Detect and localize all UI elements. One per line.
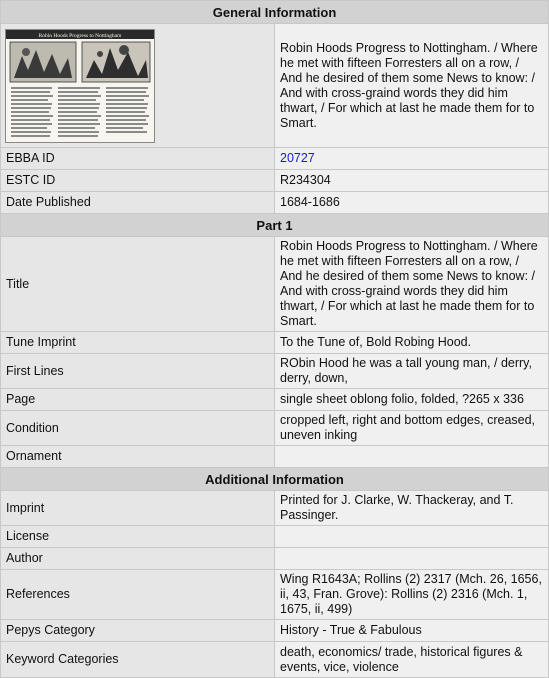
date-published-label: Date Published [1,192,275,214]
ebba-id-cell [275,148,549,170]
license-value [275,526,549,548]
ballad-woodcut-picture [6,30,154,142]
keyword-categories-value: death, economics/ trade, historical figures & events, vice, violence [275,642,549,678]
general-description: Robin Hoods Progress to Nottingham. / Where he met with fifteen Forresters all on a row, / And he desired of them some News to know: / And with cross-graind words they did him thwart, / For which at last he made them for to Smart. [275,24,549,148]
page-label: Page [1,389,275,411]
keyword-categories-label: Keyword Categories [1,642,275,678]
tune-imprint-label: Tune Imprint [1,332,275,354]
pepys-category-label: Pepys Category [1,620,275,642]
page-value: single sheet oblong folio, folded, ?265 x 336 [275,389,549,411]
ebba-id-link[interactable]: 20727 [280,151,315,165]
references-label: References [1,570,275,620]
author-value [275,548,549,570]
estc-id-value: R234304 [275,170,549,192]
ornament-value [275,446,549,468]
ornament-label: Ornament [1,446,275,468]
title-value: Robin Hoods Progress to Nottingham. / Where he met with fifteen Forresters all on a row, / And he desired of them some News to know: / And with cross-graind words they did him thwart, / For which at last he made them for to Smart. [275,237,549,332]
thumbnail-cell[interactable] [1,24,275,148]
thumbnail-heading: Robin Hoods Progress to Nottingham [38,32,122,39]
license-label: License [1,526,275,548]
condition-value: cropped left, right and bottom edges, creased, uneven inking [275,411,549,446]
section-header-part1: Part 1 [1,214,549,237]
condition-label: Condition [1,411,275,446]
imprint-value: Printed for J. Clarke, W. Thackeray, and T. Passinger. [275,491,549,526]
first-lines-value: RObin Hood he was a tall young man, / derry, derry, down, [275,354,549,389]
section-header-additional: Additional Information [1,468,549,491]
author-label: Author [1,548,275,570]
ebba-id-label: EBBA ID [1,148,275,170]
ballad-thumbnail-image[interactable] [5,29,155,143]
imprint-label: Imprint [1,491,275,526]
date-published-value: 1684-1686 [275,192,549,214]
section-header-general: General Information [1,1,549,24]
title-label: Title [1,237,275,332]
estc-id-label: ESTC ID [1,170,275,192]
first-lines-label: First Lines [1,354,275,389]
pepys-category-value: History - True & Fabulous [275,620,549,642]
references-value: Wing R1643A; Rollins (2) 2317 (Mch. 26, 1656, ii, 43, Fran. Grove): Rollins (2) 2316 (Mch. 1, 1675, ii, 499) [275,570,549,620]
tune-imprint-value: To the Tune of, Bold Robing Hood. [275,332,549,354]
